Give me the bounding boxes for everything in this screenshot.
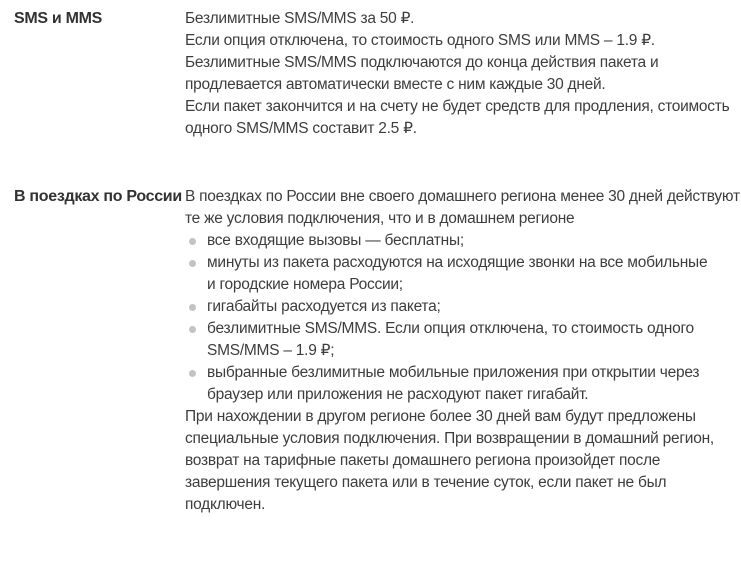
bullet-icon bbox=[189, 326, 196, 333]
paragraph bbox=[185, 406, 741, 516]
section-label: SMS и MMS bbox=[14, 10, 103, 27]
bullet-icon bbox=[189, 370, 196, 377]
text-line: безлимитные SMS/MMS. Если опция отключена, то стоимость одного bbox=[207, 320, 694, 337]
section-content bbox=[185, 186, 741, 516]
text-line: возврат на тарифные пакеты домашнего региона произойдет после bbox=[185, 452, 661, 469]
paragraph bbox=[185, 8, 741, 52]
text-line: SMS/MMS – 1.9 ₽; bbox=[207, 342, 335, 359]
paragraph bbox=[185, 52, 741, 140]
text-line: При нахождении в другом регионе более 30 дней вам будут предложены bbox=[185, 408, 696, 425]
text-line: Если опция отключена, то стоимость одного SMS или MMS – 1.9 ₽. bbox=[185, 32, 655, 49]
list-item bbox=[185, 252, 741, 296]
section-content bbox=[185, 8, 741, 140]
text-line: минуты из пакета расходуются на исходящие звонки на все мобильные bbox=[207, 254, 708, 271]
bullet-icon bbox=[189, 238, 196, 245]
bullet-list bbox=[185, 230, 741, 406]
text-line: специальные условия подключения. При возвращении в домашний регион, bbox=[185, 430, 714, 447]
section-row-travel-russia bbox=[14, 186, 741, 516]
text-line: Безлимитные SMS/MMS подключаются до конца действия пакета и bbox=[185, 54, 659, 71]
list-item bbox=[185, 362, 741, 406]
tariff-sections bbox=[14, 8, 741, 516]
text-line: Безлимитные SMS/MMS за 50 ₽. bbox=[185, 10, 415, 27]
text-line: гигабайты расходуется из пакета; bbox=[207, 298, 441, 315]
text-line: продлевается автоматически вместе с ним каждые 30 дней. bbox=[185, 76, 606, 93]
section-label: В поездках по России bbox=[14, 188, 182, 205]
list-item bbox=[185, 230, 741, 252]
bullet-icon bbox=[189, 260, 196, 267]
bullet-icon bbox=[189, 304, 196, 311]
text-line: одного SMS/MMS составит 2.5 ₽. bbox=[185, 120, 417, 137]
text-line: подключен. bbox=[185, 496, 266, 513]
text-line: все входящие вызовы — бесплатны; bbox=[207, 232, 464, 249]
text-line: В поездках по России вне своего домашнего региона менее 30 дней действуют bbox=[185, 188, 740, 205]
paragraph bbox=[185, 186, 741, 230]
list-item bbox=[185, 296, 741, 318]
text-line: завершения текущего пакета или в течение суток, если пакет не был bbox=[185, 474, 667, 491]
text-line: Если пакет закончится и на счету не будет средств для продления, стоимость bbox=[185, 98, 730, 115]
text-line: и городские номера России; bbox=[207, 276, 403, 293]
list-item bbox=[185, 318, 741, 362]
text-line: выбранные безлимитные мобильные приложения при открытии через bbox=[207, 364, 700, 381]
text-line: те же условия подключения, что и в домашнем регионе bbox=[185, 210, 575, 227]
text-line: браузер или приложения не расходуют пакет гигабайт. bbox=[207, 386, 589, 403]
section-row-sms-mms bbox=[14, 8, 741, 140]
